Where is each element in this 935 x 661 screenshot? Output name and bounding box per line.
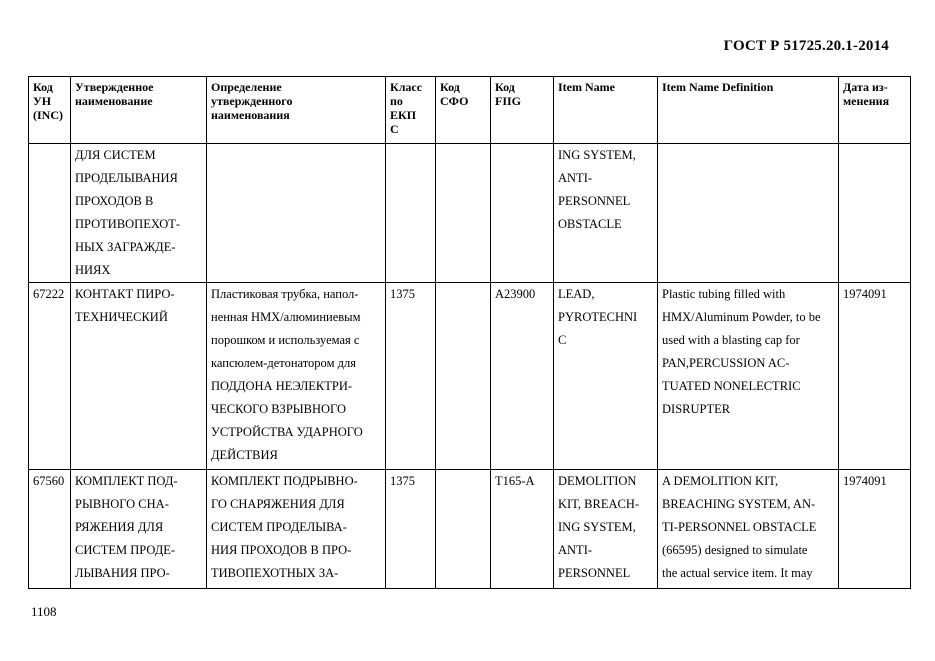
cell-line: (66595) designed to simulate: [662, 543, 808, 557]
cell-line: ПРОХОДОВ В: [75, 194, 154, 208]
column-header-line: менения: [843, 94, 890, 108]
cell-inc: [29, 283, 71, 470]
cell-item-name: [554, 144, 658, 283]
column-header-line: Код: [440, 80, 460, 94]
cell-line: ТЕХНИЧЕСКИЙ: [75, 310, 168, 324]
cell-line: ANTI-: [558, 543, 593, 557]
cell-line: the actual service item. It may: [662, 566, 813, 580]
cell-line: T165-A: [495, 474, 535, 488]
cell-class: [386, 144, 436, 283]
cell-line: PAN,PERCUSSION AC-: [662, 356, 790, 370]
cell-line: TI-PERSONNEL OBSTACLE: [662, 520, 817, 534]
column-header-line: Код: [33, 80, 53, 94]
cell-line: КОНТАКТ ПИРО-: [75, 287, 175, 301]
cell-line: DISRUPTER: [662, 402, 731, 416]
cell-line: СИСТЕМ ПРОДЕЛЫВА-: [211, 520, 347, 534]
cell-line: DEMOLITION: [558, 474, 637, 488]
cell-line: ТИВОПЕХОТНЫХ ЗА-: [211, 566, 339, 580]
table-row: [29, 470, 911, 589]
cell-line: A DEMOLITION KIT,: [662, 474, 779, 488]
cell-change-date: [839, 470, 911, 589]
column-header-approved-name: [71, 77, 207, 144]
cell-line: порошком и используемая с: [211, 333, 360, 347]
cell-sfo: [436, 144, 491, 283]
cell-line: ING SYSTEM,: [558, 148, 636, 162]
column-header-line: УН: [33, 94, 52, 108]
column-header-item-name: [554, 77, 658, 144]
cell-line: 1375: [390, 474, 415, 488]
cell-definition: [207, 144, 386, 283]
column-header-line: Класс: [390, 80, 423, 94]
cell-definition: [207, 283, 386, 470]
column-header-definition: [207, 77, 386, 144]
cell-line: 1375: [390, 287, 415, 301]
cell-line: НИЯ ПРОХОДОВ В ПРО-: [211, 543, 352, 557]
page-number: 1108: [31, 604, 57, 619]
cell-line: ДЕЙСТВИЯ: [211, 448, 278, 462]
cell-approved-name: [71, 144, 207, 283]
cell-fiig: [491, 283, 554, 470]
column-header-line: FIIG: [495, 94, 522, 108]
cell-definition: [207, 470, 386, 589]
cell-change-date: [839, 283, 911, 470]
column-header-line: Определение: [211, 80, 282, 94]
cell-line: НИЯХ: [75, 263, 111, 277]
cell-line: ГО СНАРЯЖЕНИЯ ДЛЯ: [211, 497, 345, 511]
cell-line: ненная HMX/алюминиевым: [211, 310, 361, 324]
column-header-line: Item Name Definition: [662, 80, 774, 94]
cell-line: Пластиковая трубка, напол-: [211, 287, 359, 301]
cell-line: ЧЕСКОГО ВЗРЫВНОГО: [211, 402, 347, 416]
cell-item-name-definition: [658, 144, 839, 283]
cell-fiig: [491, 144, 554, 283]
cell-line: ПРОТИВОПЕХОТ-: [75, 217, 181, 231]
cell-line: ЛЫВАНИЯ ПРО-: [75, 566, 170, 580]
column-header-line: Код: [495, 80, 515, 94]
cell-line: C: [558, 333, 567, 347]
column-header-line: Item Name: [558, 80, 615, 94]
cell-approved-name: [71, 283, 207, 470]
cell-line: КОМПЛЕКТ ПОДРЫВНО-: [211, 474, 358, 488]
cell-line: PERSONNEL: [558, 566, 631, 580]
table-row: [29, 283, 911, 470]
cell-inc: [29, 470, 71, 589]
cell-line: PYROTECHNI: [558, 310, 638, 324]
cell-sfo: [436, 283, 491, 470]
column-header-line: Дата из-: [843, 80, 888, 94]
column-header-item-name-definition: [658, 77, 839, 144]
table-header-row: [29, 77, 911, 144]
cell-line: A23900: [495, 287, 536, 301]
column-header-change-date: [839, 77, 911, 144]
cell-line: BREACHING SYSTEM, AN-: [662, 497, 816, 511]
cell-line: PERSONNEL: [558, 194, 631, 208]
cell-line: ПОДДОНА НЕЭЛЕКТРИ-: [211, 379, 353, 393]
table-row: [29, 144, 911, 283]
cell-line: HMX/Aluminum Powder, to be: [662, 310, 821, 324]
cell-line: ПРОДЕЛЫВАНИЯ: [75, 171, 178, 185]
column-header-class: [386, 77, 436, 144]
standard-code: ГОСТ Р 51725.20.1-2014: [723, 38, 889, 54]
cell-line: 67560: [33, 474, 65, 488]
cell-line: КОМПЛЕКТ ПОД-: [75, 474, 178, 488]
cell-line: УСТРОЙСТВА УДАРНОГО: [211, 425, 363, 439]
cell-item-name-definition: [658, 470, 839, 589]
cell-inc: [29, 144, 71, 283]
cell-line: Plastic tubing filled with: [662, 287, 786, 301]
cell-line: РЯЖЕНИЯ ДЛЯ: [75, 520, 164, 534]
column-header-line: (INC): [33, 108, 63, 122]
column-header-line: наименование: [75, 94, 153, 108]
cell-line: НЫХ ЗАГРАЖДЕ-: [75, 240, 176, 254]
cell-item-name: [554, 283, 658, 470]
cell-line: РЫВНОГО СНА-: [75, 497, 169, 511]
cell-sfo: [436, 470, 491, 589]
column-header-fiig: [491, 77, 554, 144]
cell-item-name: [554, 470, 658, 589]
cell-item-name-definition: [658, 283, 839, 470]
cell-line: 1974091: [843, 287, 887, 301]
column-header-line: С: [390, 122, 399, 136]
column-header-line: наименования: [211, 108, 290, 122]
cell-line: 67222: [33, 287, 65, 301]
cell-line: СИСТЕМ ПРОДЕ-: [75, 543, 176, 557]
cell-line: LEAD,: [558, 287, 595, 301]
column-header-line: по: [390, 94, 403, 108]
cell-class: [386, 470, 436, 589]
cell-change-date: [839, 144, 911, 283]
cell-line: капсюлем-детонатором для: [211, 356, 356, 370]
column-header-line: ЕКП: [390, 108, 417, 122]
column-header-inc: [29, 77, 71, 144]
cell-line: ANTI-: [558, 171, 593, 185]
column-header-line: СФО: [440, 94, 469, 108]
column-header-line: Утвержденное: [75, 80, 154, 94]
inc-table: [28, 76, 911, 589]
cell-fiig: [491, 470, 554, 589]
cell-approved-name: [71, 470, 207, 589]
cell-line: KIT, BREACH-: [558, 497, 640, 511]
cell-line: 1974091: [843, 474, 887, 488]
column-header-sfo: [436, 77, 491, 144]
cell-line: ING SYSTEM,: [558, 520, 636, 534]
cell-class: [386, 283, 436, 470]
cell-line: used with a blasting cap for: [662, 333, 800, 347]
cell-line: TUATED NONELECTRIC: [662, 379, 801, 393]
column-header-line: утвержденного: [211, 94, 293, 108]
cell-line: OBSTACLE: [558, 217, 622, 231]
cell-line: ДЛЯ СИСТЕМ: [75, 148, 156, 162]
